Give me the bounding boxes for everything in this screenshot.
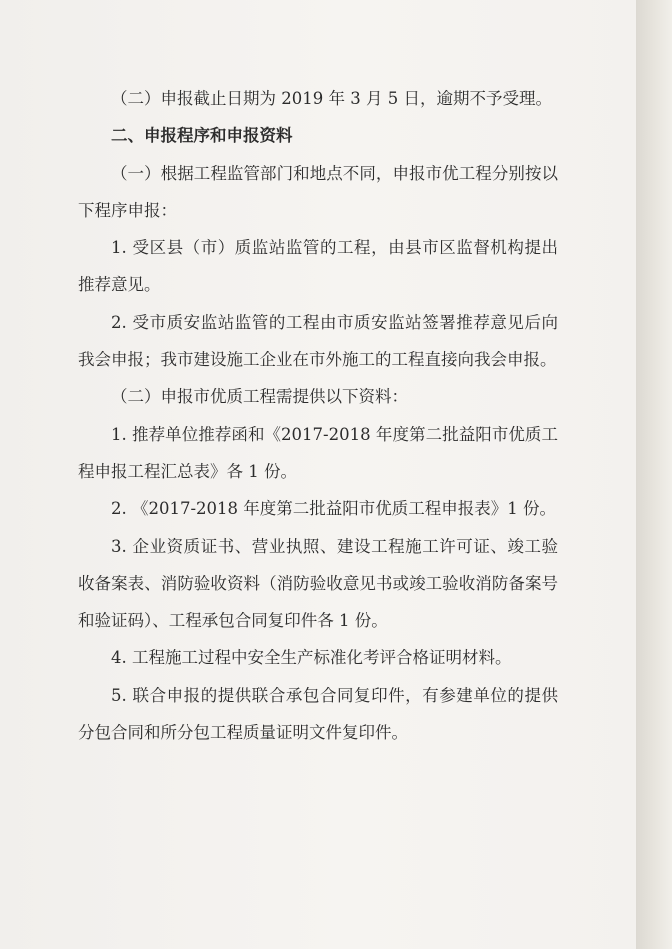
paragraph-materials-intro: （二）申报市优质工程需提供以下资料： [111,387,408,407]
paragraph-materials-4: 4. 工程施工过程中安全生产标准化考评合格证明材料。 [111,648,512,668]
paragraph-procedure-intro: （一）根据工程监管部门和地点不同，申报市优工程分别按以下程序申报： [78,163,558,220]
paragraph-deadline: （二）申报截止日期为 2019 年 3 月 5 日，逾期不予受理。 [111,89,552,108]
section-heading: 二、申报程序和申报资料 [111,126,293,146]
paragraph-materials-2: 2. 《2017-2018 年度第二批益阳市优质工程申报表》1 份。 [111,499,557,519]
document-body [78,80,558,751]
scan-page-edge [636,0,672,949]
paragraph-materials-3: 3. 企业资质证书、营业执照、建设工程施工许可证、竣工验收备案表、消防验收资料（消防验收意见书或竣工验收消防备案号和验证码）、工程承包合同复印件各 1 份。 [78,536,558,631]
paragraph-procedure-1: 1. 受区县（市）质监站监管的工程，由县市区监督机构提出推荐意见。 [78,238,558,295]
paragraph-procedure-2: 2. 受市质安监站监管的工程由市质安监站签署推荐意见后向我会申报；我市建设施工企业在市外施工的工程直接向我会申报。 [78,312,558,370]
paragraph-materials-1: 1. 推荐单位推荐函和《2017-2018 年度第二批益阳市优质工程申报工程汇总表》各 1 份。 [78,424,558,481]
paragraph-materials-5: 5. 联合申报的提供联合承包合同复印件，有参建单位的提供分包合同和所分包工程质量证明文件复印件。 [78,685,558,743]
